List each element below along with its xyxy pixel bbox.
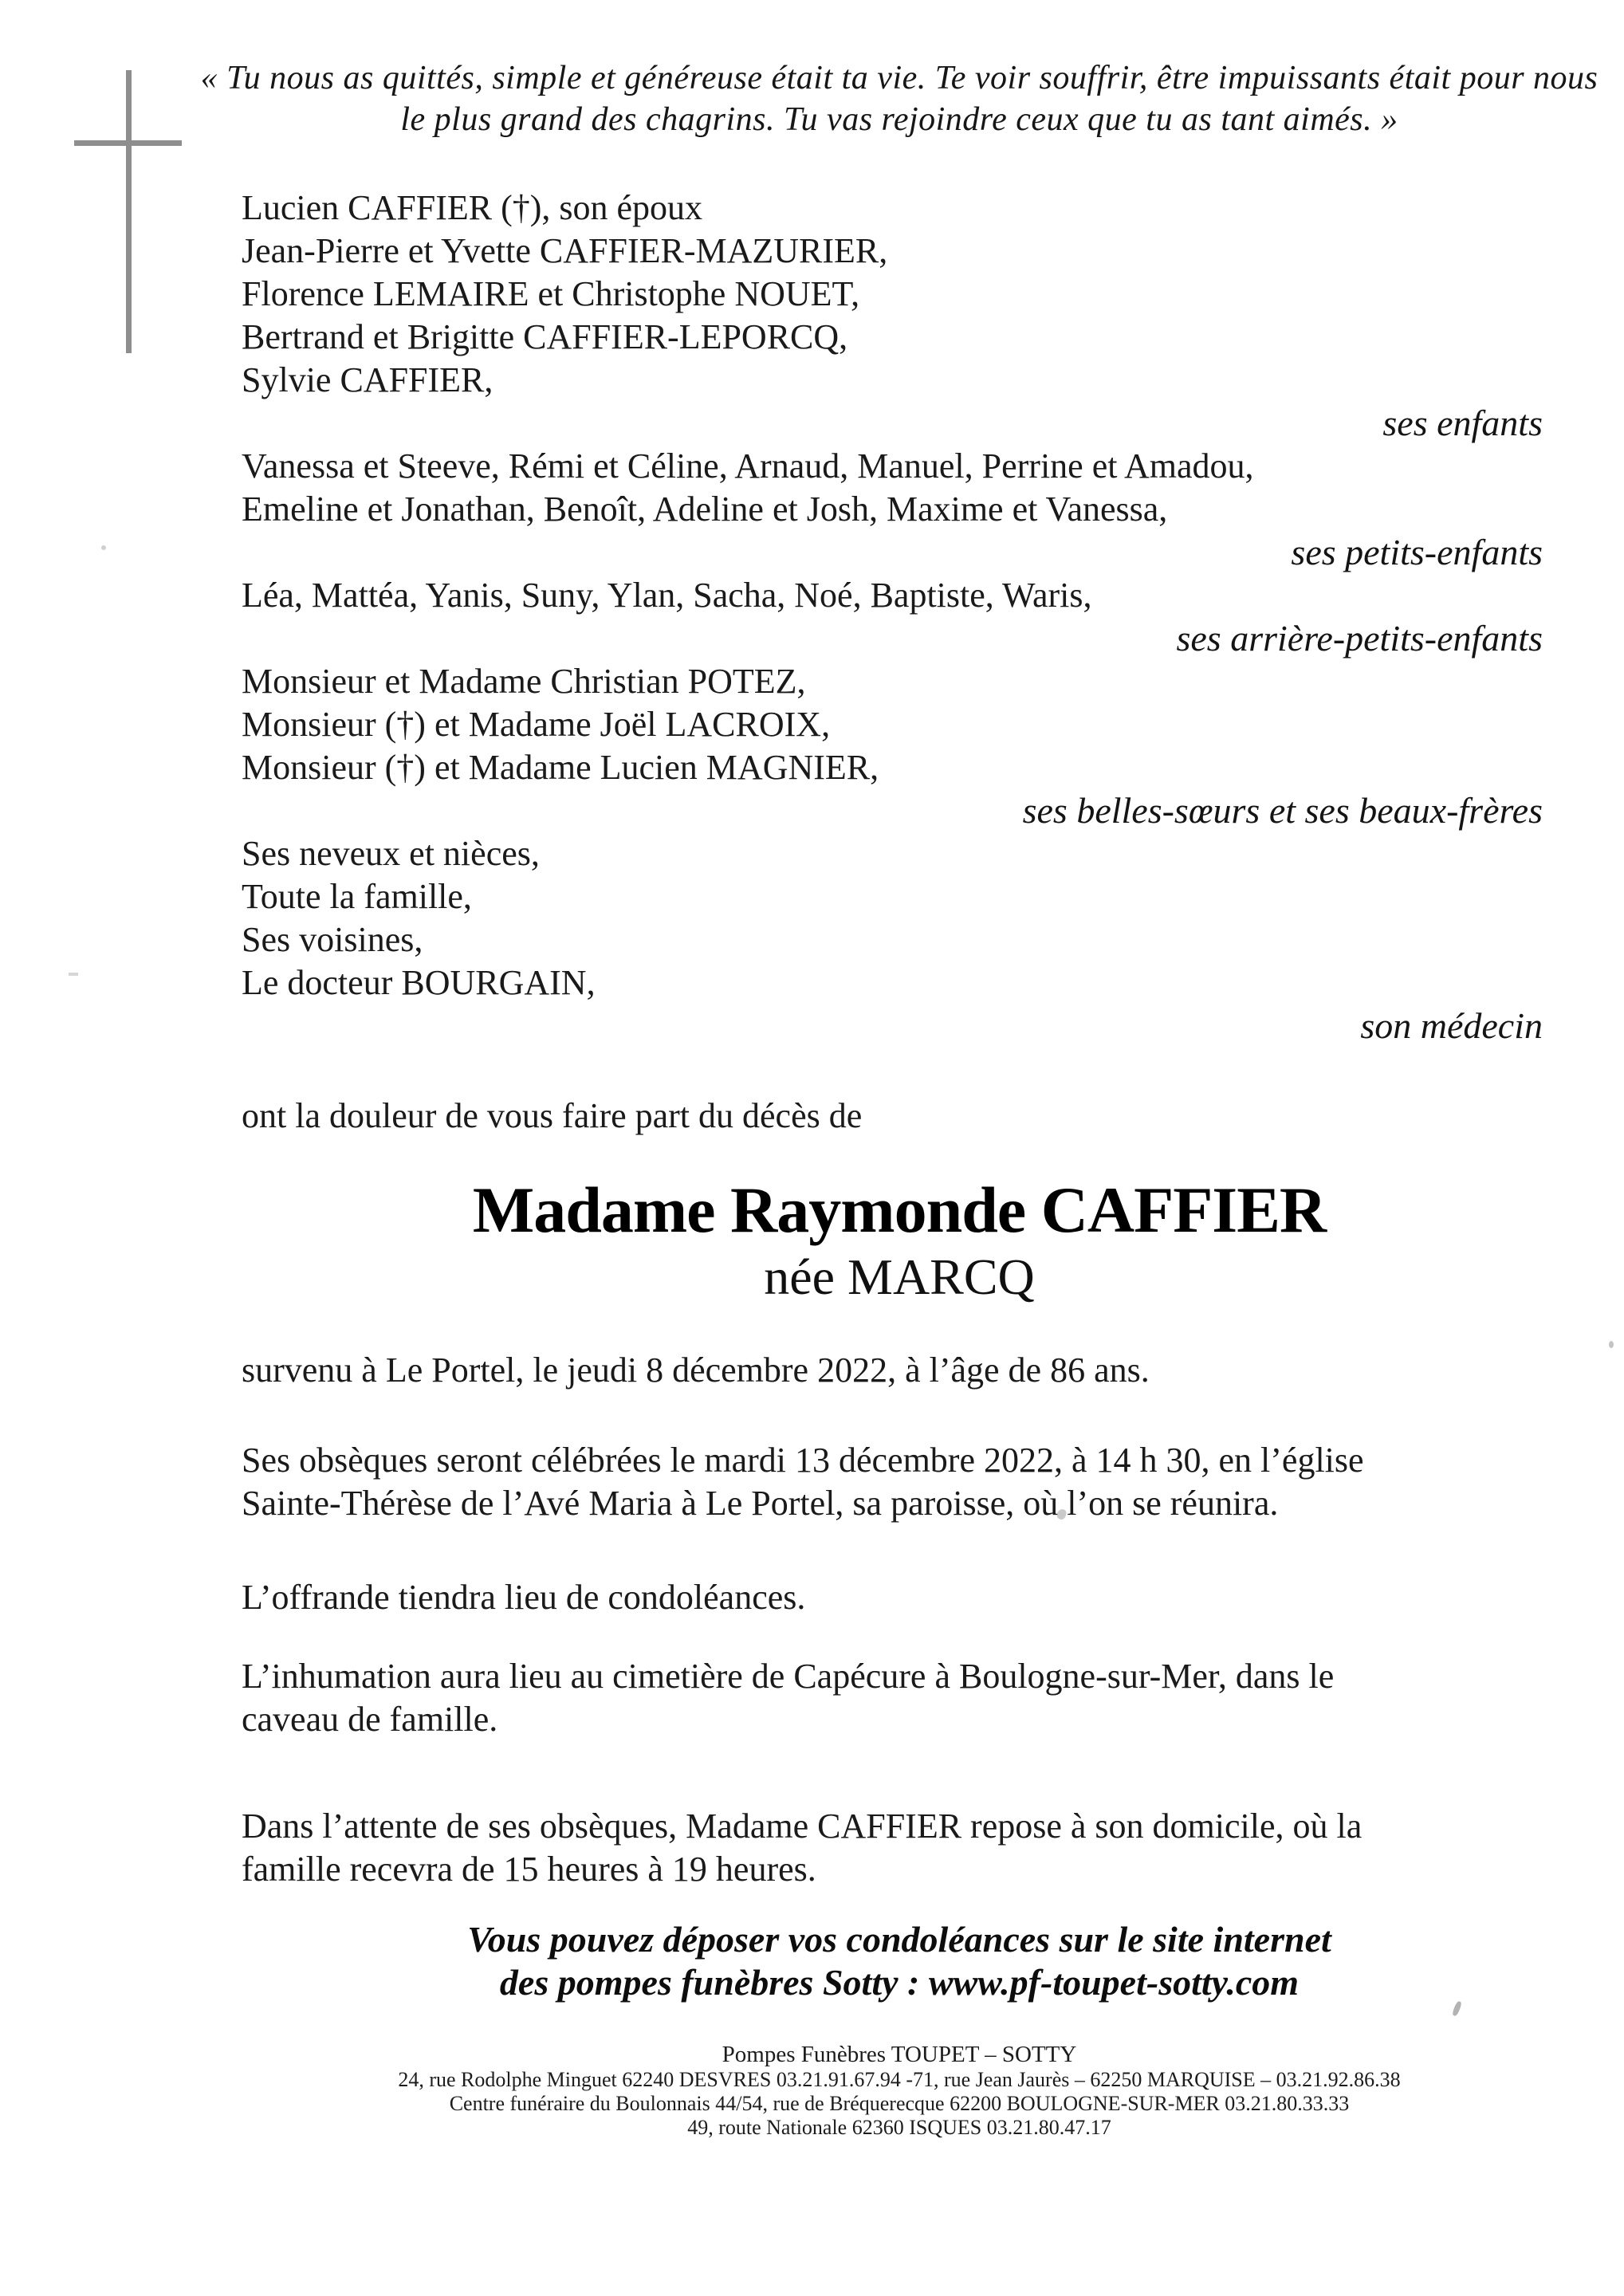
doctor-relation-label: son médecin	[1360, 1005, 1543, 1046]
funeral-service-line-1: Ses obsèques seront célébrées le mardi 13 décembre 2022, à 14 h 30, en l’église	[242, 1441, 1364, 1480]
great-grandchildren-relation-label: ses arrière-petits-enfants	[1176, 618, 1543, 659]
scan-artifact	[101, 545, 106, 550]
doctor-line: Le docteur BOURGAIN,	[242, 963, 596, 1002]
online-condolences-line-1: Vous pouvez déposer vos condoléances sur le site internet	[467, 1919, 1331, 1960]
funeral-service-paragraph	[242, 1439, 1565, 1525]
scan-artifact	[1609, 1341, 1614, 1348]
mourners-list	[242, 187, 1543, 1048]
burial-line-1: L’inhumation aura lieu au cimetière de Capécure à Boulogne-sur-Mer, dans le	[242, 1657, 1335, 1696]
spouse-line: Lucien CAFFIER (†), son époux	[242, 188, 703, 227]
relative-line: Ses neveux et nièces,	[242, 834, 540, 873]
memorial-quote	[182, 57, 1617, 140]
offering-paragraph	[242, 1576, 1565, 1619]
burial-line-2: caveau de famille.	[242, 1700, 498, 1739]
memorial-quote-line-1: « Tu nous as quittés, simple et généreuse était ta vie. Te voir souffrir, être impuissants était pour nous	[200, 60, 1598, 96]
child-line: Bertrand et Brigitte CAFFIER-LEPORCQ,	[242, 317, 848, 356]
deceased-maiden-name: née MARCQ	[764, 1248, 1035, 1305]
memorial-quote-line-2: le plus grand des chagrins. Tu vas rejoindre ceux que tu as tant aimés. »	[400, 101, 1398, 138]
grandchild-line: Vanessa et Steeve, Rémi et Céline, Arnaud, Manuel, Perrine et Amadou,	[242, 446, 1254, 486]
relative-line: Ses voisines,	[242, 920, 423, 959]
funeral-home-address-2: Centre funéraire du Boulonnais 44/54, rue de Bréquerecque 62200 BOULOGNE-SUR-MER 03.21.80.33.33	[449, 2092, 1350, 2115]
great-grandchild-line: Léa, Mattéa, Yanis, Suny, Ylan, Sacha, Noé, Baptiste, Waris,	[242, 576, 1092, 615]
child-line: Florence LEMAIRE et Christophe NOUET,	[242, 274, 860, 313]
death-info-paragraph	[242, 1349, 1565, 1392]
offering-line: L’offrande tiendra lieu de condoléances.	[242, 1578, 806, 1617]
child-line: Sylvie CAFFIER,	[242, 360, 493, 399]
cross-bar	[74, 140, 182, 146]
in-law-line: Monsieur et Madame Christian POTEZ,	[242, 662, 806, 701]
visitation-paragraph	[242, 1805, 1565, 1891]
scan-artifact	[69, 973, 78, 976]
grandchild-line: Emeline et Jonathan, Benoît, Adeline et Josh, Maxime et Vanessa,	[242, 489, 1168, 529]
funeral-home-name: Pompes Funèbres TOUPET – SOTTY	[722, 2042, 1077, 2067]
visitation-line-2: famille recevra de 15 heures à 19 heures.	[242, 1850, 816, 1889]
burial-paragraph	[242, 1655, 1565, 1741]
funeral-service-line-2: Sainte-Thérèse de l’Avé Maria à Le Portel, sa paroisse, où l’on se réunira.	[242, 1484, 1279, 1523]
announcement-intro: ont la douleur de vous faire part du décès de	[242, 1096, 863, 1135]
in-laws-relation-label: ses belles-sœurs et ses beaux-frères	[1022, 790, 1543, 831]
in-law-line: Monsieur (†) et Madame Lucien MAGNIER,	[242, 748, 879, 787]
deceased-name: Madame Raymonde CAFFIER	[472, 1174, 1327, 1246]
children-relation-label: ses enfants	[1382, 403, 1543, 443]
online-condolences-line-2: des pompes funèbres Sotty : www.pf-toupet-sotty.com	[499, 1962, 1300, 2003]
grandchildren-relation-label: ses petits-enfants	[1291, 532, 1543, 572]
funeral-home-address-3: 49, route Nationale 62360 ISQUES 03.21.80.47.17	[687, 2116, 1111, 2139]
relative-line: Toute la famille,	[242, 877, 472, 916]
cross-stem	[126, 70, 132, 353]
child-line: Jean-Pierre et Yvette CAFFIER-MAZURIER,	[242, 231, 888, 270]
visitation-line-1: Dans l’attente de ses obsèques, Madame CAFFIER repose à son domicile, où la	[242, 1807, 1363, 1846]
in-law-line: Monsieur (†) et Madame Joël LACROIX,	[242, 705, 831, 744]
online-condolences-notice	[239, 1918, 1559, 2004]
funeral-home-address-1: 24, rue Rodolphe Minguet 62240 DESVRES 03.21.91.67.94 -71, rue Jean Jaurès – 62250 MARQUISE – 03.21.92.86.38	[398, 2068, 1401, 2091]
death-info-line: survenu à Le Portel, le jeudi 8 décembre 2022, à l’âge de 86 ans.	[242, 1350, 1150, 1390]
